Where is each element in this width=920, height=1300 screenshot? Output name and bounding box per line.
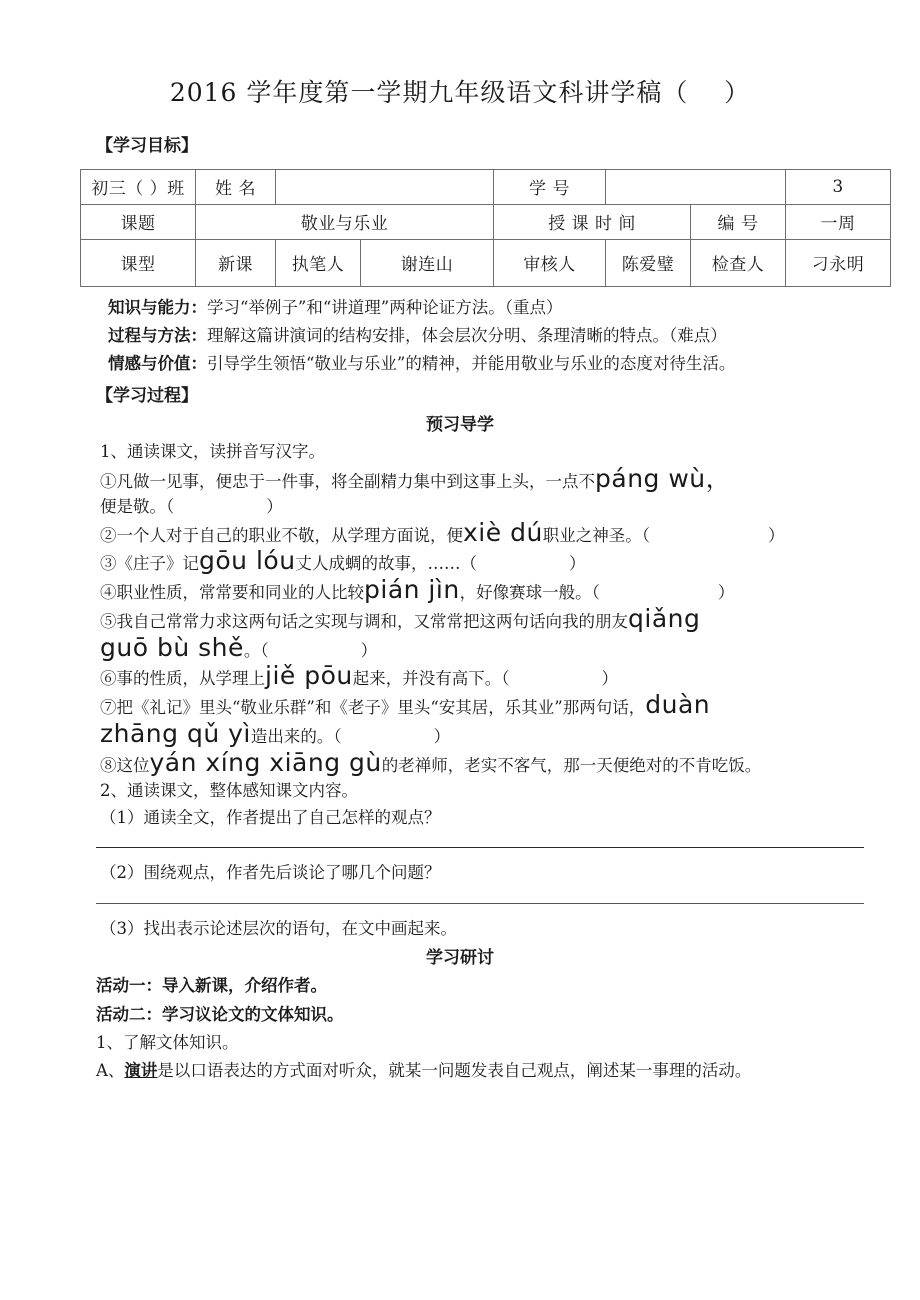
pinyin-item-8: [100, 747, 865, 779]
page-title: 2016 学年度第一学期九年级语文科讲学稿（ ）: [169, 78, 751, 107]
subheading-preview: 预习导学: [426, 415, 494, 436]
pinyin-item-2-pre: 一个人对于自己的职业不敬，从学理方面说，便: [116, 525, 463, 545]
cell-writer-label: 执笔人: [276, 239, 361, 286]
pinyin-item-1-marker: ①: [100, 472, 117, 492]
pinyin-item-5-pre: 我自己常常力求这两句话之实现与调和，又常常把这两句话向我的朋友: [116, 611, 628, 631]
objective-process-label: 过程与方法：: [108, 325, 207, 345]
pinyin-item-3-close: ）: [569, 554, 586, 574]
pinyin-item-2-close: ）: [768, 525, 785, 545]
preview-body: [0, 439, 920, 805]
table-row-staff: [81, 239, 891, 286]
objective-values: [108, 350, 858, 378]
objective-values-text: 引导学生领悟“敬业与乐业”的精神，并能用敬业与乐业的态度对待生活。: [207, 354, 736, 374]
pinyin-item-5-pinyin-2: guō bù shě: [100, 632, 244, 662]
pinyin-item-1-close: ）: [266, 496, 283, 516]
pinyin-item-7-pinyin: duàn: [645, 690, 711, 720]
objectives-list: [0, 294, 920, 379]
table-row-topic: [81, 204, 891, 239]
section-heading-goals: 【学习目标】: [96, 136, 198, 156]
preview-question-3: （3）找出表示论述层次的语句，在文中画起来。: [100, 918, 457, 938]
subheading-study: 学习研讨: [426, 948, 494, 969]
pinyin-item-6-marker: ⑥: [100, 669, 117, 689]
objective-process-text: 理解这篇讲演词的结构安排，体会层次分明、条理清晰的特点。（难点）: [207, 325, 727, 345]
pinyin-item-1-pinyin: páng wù，: [595, 464, 732, 494]
pinyin-item-7-pinyin-2: zhāng qǔ yì: [100, 718, 251, 748]
activity-one: 活动一：导入新课，介绍作者。: [96, 976, 327, 996]
pinyin-item-5-post: 。（: [243, 640, 269, 660]
section-heading-process: 【学习过程】: [96, 385, 198, 406]
pinyin-item-2: [100, 517, 865, 549]
cell-serial-label: 编 号: [691, 204, 786, 239]
pinyin-item-7-wrap: [100, 718, 865, 750]
pinyin-item-5-pinyin: qiǎng: [628, 603, 701, 633]
study-point-1: 1、了解文体知识。: [96, 1033, 239, 1053]
cell-checker-value[interactable]: 刁永明: [786, 239, 891, 286]
pinyin-item-1-wrap-text: 便是敬。（: [100, 496, 175, 516]
pinyin-item-5-marker: ⑤: [100, 611, 117, 631]
pinyin-item-8-pre: 这位: [116, 755, 150, 775]
pinyin-item-3-pre: 《庄子》记: [116, 554, 199, 574]
objective-knowledge-label: 知识与能力：: [108, 297, 207, 317]
study-item-a: [0, 1057, 920, 1085]
cell-time-value[interactable]: 一周: [786, 204, 891, 239]
pinyin-item-4-pre: 职业性质，常常要和同业的人比较: [116, 583, 364, 603]
pinyin-item-4-post: ，好像赛球一般。（: [459, 583, 600, 603]
pinyin-item-4: [100, 577, 865, 606]
objective-process: [108, 322, 858, 350]
study-item-a-text: 是以口语表达的方式面对听众，就某一问题发表自己观点，阐述某一事理的活动。: [157, 1061, 752, 1081]
pinyin-item-6-post: 起来，并没有高下。（: [352, 669, 510, 689]
activity-two: 活动二：学习议论文的文体知识。: [96, 1004, 344, 1024]
pinyin-item-4-close: ）: [717, 583, 735, 603]
course-info-table: [80, 169, 891, 287]
pinyin-item-8-marker: ⑧: [100, 755, 117, 775]
preview-task-1: 1、通读课文，读拼音写汉字。: [100, 442, 325, 462]
cell-type-label: 课型: [81, 239, 196, 286]
preview-question-1: （1）通读全文，作者提出了自己怎样的观点？: [100, 808, 441, 827]
pinyin-item-4-marker: ④: [100, 583, 117, 603]
pinyin-item-5: [100, 603, 865, 635]
pinyin-item-3-pinyin: gōu lóu: [199, 546, 296, 576]
cell-class-label: 初三（ ）班: [81, 169, 196, 204]
cell-writer-value[interactable]: 谢连山: [361, 239, 494, 286]
pinyin-item-1: [100, 466, 865, 495]
preview-question-2: （2）围绕观点，作者先后谈论了哪几个问题？: [100, 863, 441, 883]
pinyin-item-3-marker: ③: [100, 554, 117, 574]
pinyin-item-5-close: ）: [360, 640, 378, 660]
pinyin-item-8-post: 的老禅师，老实不客气，那一天便绝对的不肯吃饭。: [381, 755, 762, 775]
pinyin-item-8-pinyin: yán xíng xiāng gù: [149, 747, 382, 777]
cell-time-label: 授 课 时 间: [494, 204, 691, 239]
cell-topic-value[interactable]: 敬业与乐业: [196, 204, 494, 239]
pinyin-item-7-pre: 把《礼记》里头“敬业乐群”和《老子》里头“安其居，乐其业”那两句话，: [116, 698, 646, 718]
cell-student-no-value[interactable]: [606, 169, 786, 204]
preview-task-2: 2、通读课文，整体感知课文内容。: [100, 781, 358, 801]
cell-topic-label: 课题: [81, 204, 196, 239]
pinyin-item-5-wrap: [100, 632, 865, 664]
cell-name-label: 姓 名: [196, 169, 276, 204]
pinyin-item-2-marker: ②: [100, 525, 117, 545]
cell-name-value[interactable]: [276, 169, 494, 204]
cell-reviewer-label: 审核人: [494, 239, 606, 286]
cell-student-no-label: 学 号: [494, 169, 606, 204]
table-row-identity: [81, 169, 891, 204]
pinyin-item-6-pinyin: jiě pōu: [265, 661, 353, 691]
pinyin-item-6-pre: 事的性质，从学理上: [116, 669, 265, 689]
pinyin-item-6-close: ）: [601, 669, 618, 689]
cell-serial-value[interactable]: 3: [786, 169, 891, 204]
pinyin-item-2-pinyin: xiè dú: [463, 517, 543, 547]
pinyin-item-6: [100, 663, 865, 692]
pinyin-item-7-close: ）: [433, 726, 451, 746]
cell-type-value[interactable]: 新课: [196, 239, 276, 286]
pinyin-item-1-pre: 凡做一见事，便忠于一件事，将全副精力集中到这事上头，一点不: [116, 472, 595, 492]
objective-knowledge: [108, 294, 858, 322]
pinyin-item-3-post: 丈人成蜩的故事，……（: [295, 554, 478, 574]
pinyin-item-7: [100, 692, 865, 721]
cell-checker-label: 检查人: [691, 239, 786, 286]
pinyin-item-3: [100, 548, 865, 577]
pinyin-item-2-post: 职业之神圣。（: [542, 525, 651, 545]
objective-knowledge-text: 学习“举例子”和“讲道理”两种论证方法。（重点）: [207, 297, 563, 317]
cell-reviewer-value[interactable]: 陈爱璧: [606, 239, 691, 286]
pinyin-item-7-marker: ⑦: [100, 698, 117, 718]
pinyin-item-1-wrap: [100, 495, 865, 520]
objective-values-label: 情感与价值：: [108, 354, 207, 374]
study-item-a-prefix: A、: [96, 1061, 125, 1081]
pinyin-item-7-post: 造出来的。（: [250, 726, 342, 746]
study-item-a-term: 演讲: [124, 1061, 158, 1081]
pinyin-item-4-pinyin: pián jìn: [364, 575, 460, 605]
